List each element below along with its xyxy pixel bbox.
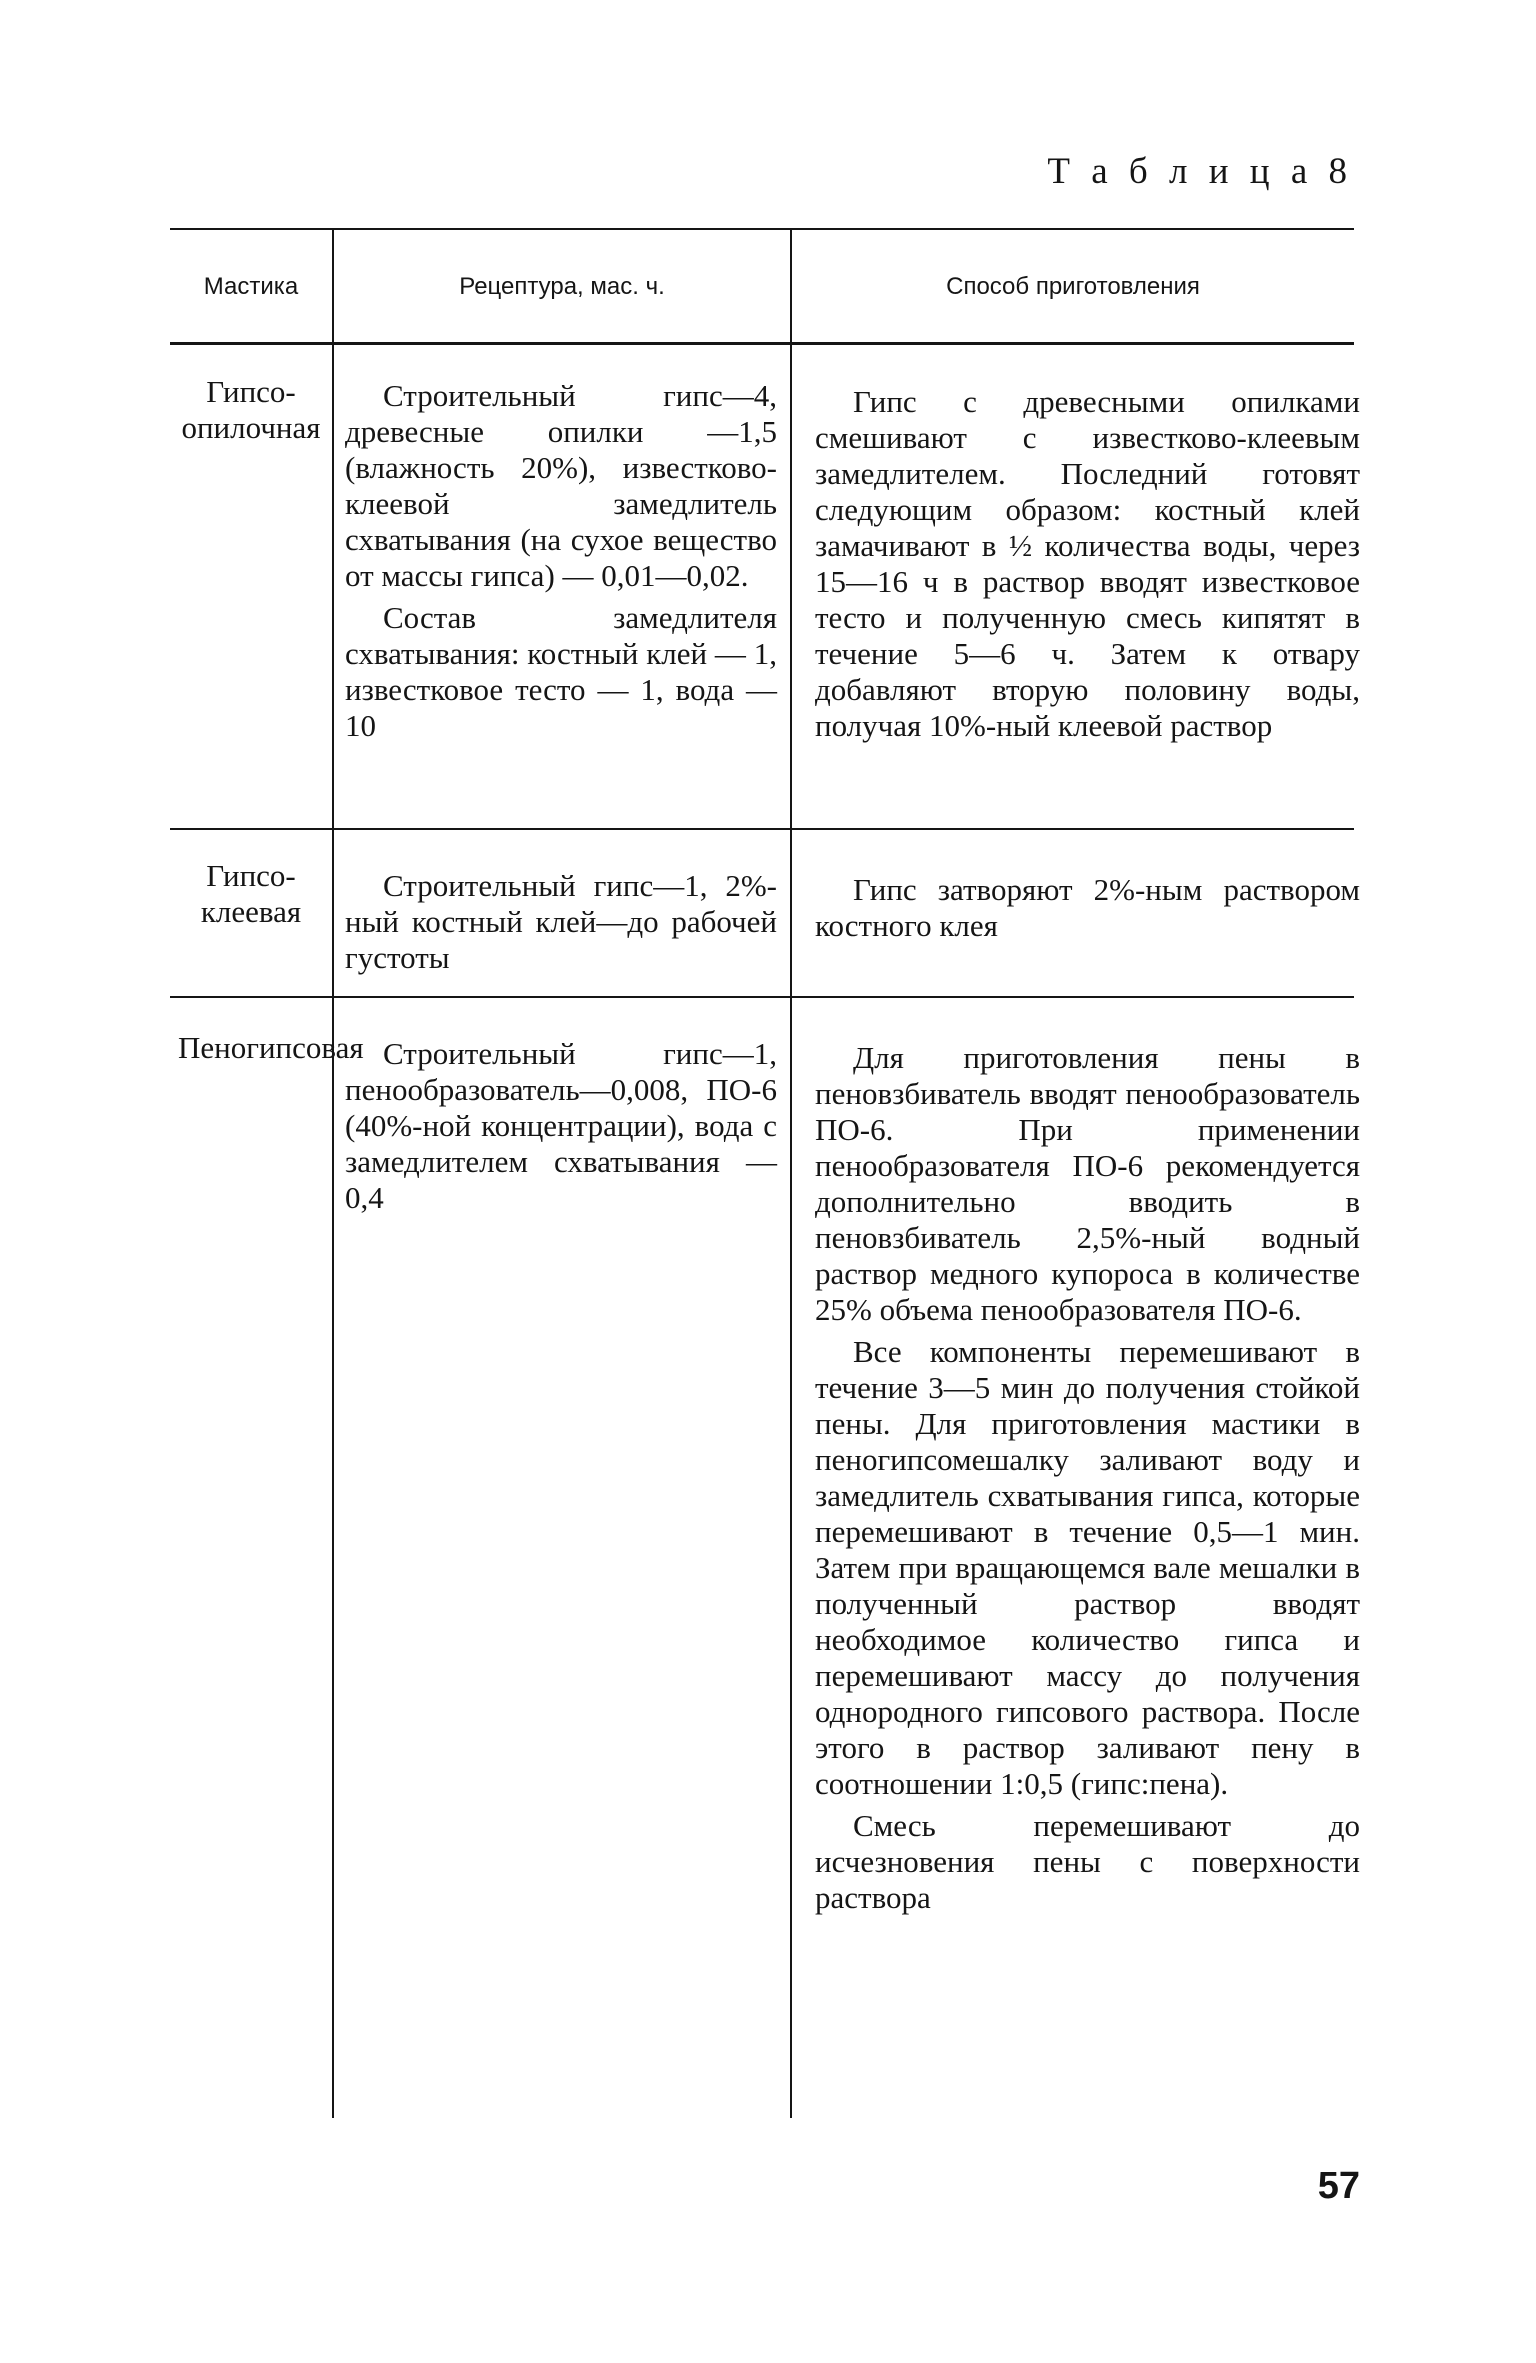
row1-method-paragraph: Гипс с древесными опилками смешивают с известково-клеевым замедлителем. Последний готовят следующим образом: костный клей замачивают в ½ количества воды, через 15—16 ч в раствор вводят известковое тесто и полученную смесь кипятят в течение 5—6 ч. Затем к отвару добавляют вторую половину воды, получая 10%-ный клеевой раствор (815, 384, 1360, 743)
row2-method (815, 872, 1360, 944)
row3-method-paragraph: Все компоненты перемешивают в течение 3—5 мин до получения стойкой пены. Для приготовления мастики в пеногипсомешалку заливают воду и замедлитель схватывания гипса, которые перемешивают в течение 0,5—1 мин. Затем при вращающемся вале мешалки в полученный раствор вводят необходимое количество гипса и перемешивают массу до получения однородного гипсового раствора. После этого в раствор заливают пену в соотношении 1:0,5 (гипс:пена). (815, 1334, 1360, 1801)
table-top-rule (170, 228, 1354, 230)
header-method: Способ приготовления (946, 273, 1200, 300)
row2-recipe-paragraph: Строительный гипс—1, 2%-ный костный клей—до рабочей густоты (345, 868, 777, 975)
column-divider-1 (332, 228, 334, 2118)
row3-method-paragraph: Смесь перемешивают до исчезновения пены с поверхности раствора (815, 1808, 1360, 1915)
header-recipe: Рецептура, мас. ч. (459, 273, 665, 300)
row3-recipe-paragraph: Строительный гипс—1, пенообразователь—0,008, ПО-6 (40%-ной концентрации), вода с замедлителем схватывания — 0,4 (345, 1036, 777, 1215)
header-mastic: Мастика (203, 273, 299, 300)
row3-method-paragraph: Для приготовления пены в пеновзбиватель вводят пенообразователь ПО-6. При применении пенообразователя ПО-6 рекомендуется дополнительно вводить в пеновзбиватель 2,5%-ный водный раствор медного купороса в количестве 25% объема пенообразователя ПО-6. (815, 1040, 1360, 1327)
row3-mastic-name: Пеногипсовая (178, 1030, 364, 1065)
page-number: 57 (1317, 2165, 1360, 2207)
row1-recipe (345, 378, 777, 744)
row3-recipe (345, 1036, 777, 1216)
row2-recipe (345, 868, 777, 976)
row3-method (815, 1040, 1360, 1916)
row2-method-paragraph: Гипс затворяют 2%-ным раствором костного клея (815, 872, 1360, 943)
row1-method (815, 384, 1360, 744)
row1-mastic-name: Гипсо-опилочная (181, 374, 321, 445)
row2-bottom-rule (170, 996, 1354, 998)
row1-recipe-paragraph: Строительный гипс—4, древесные опилки —1,5 (влажность 20%), известково-клеевой замедлитель схватывания (на сухое вещество от массы гипса) — 0,01—0,02. (345, 378, 777, 593)
table-caption: Т а б л и ц а 8 (1047, 151, 1353, 192)
header-bottom-rule (170, 342, 1354, 345)
column-divider-2 (790, 228, 792, 2118)
row1-recipe-paragraph: Состав замедлителя схватывания: костный клей — 1, известковое тесто — 1, вода — 10 (345, 600, 777, 743)
row1-bottom-rule (170, 828, 1354, 830)
row2-mastic-name: Гипсо-клеевая (200, 858, 302, 929)
